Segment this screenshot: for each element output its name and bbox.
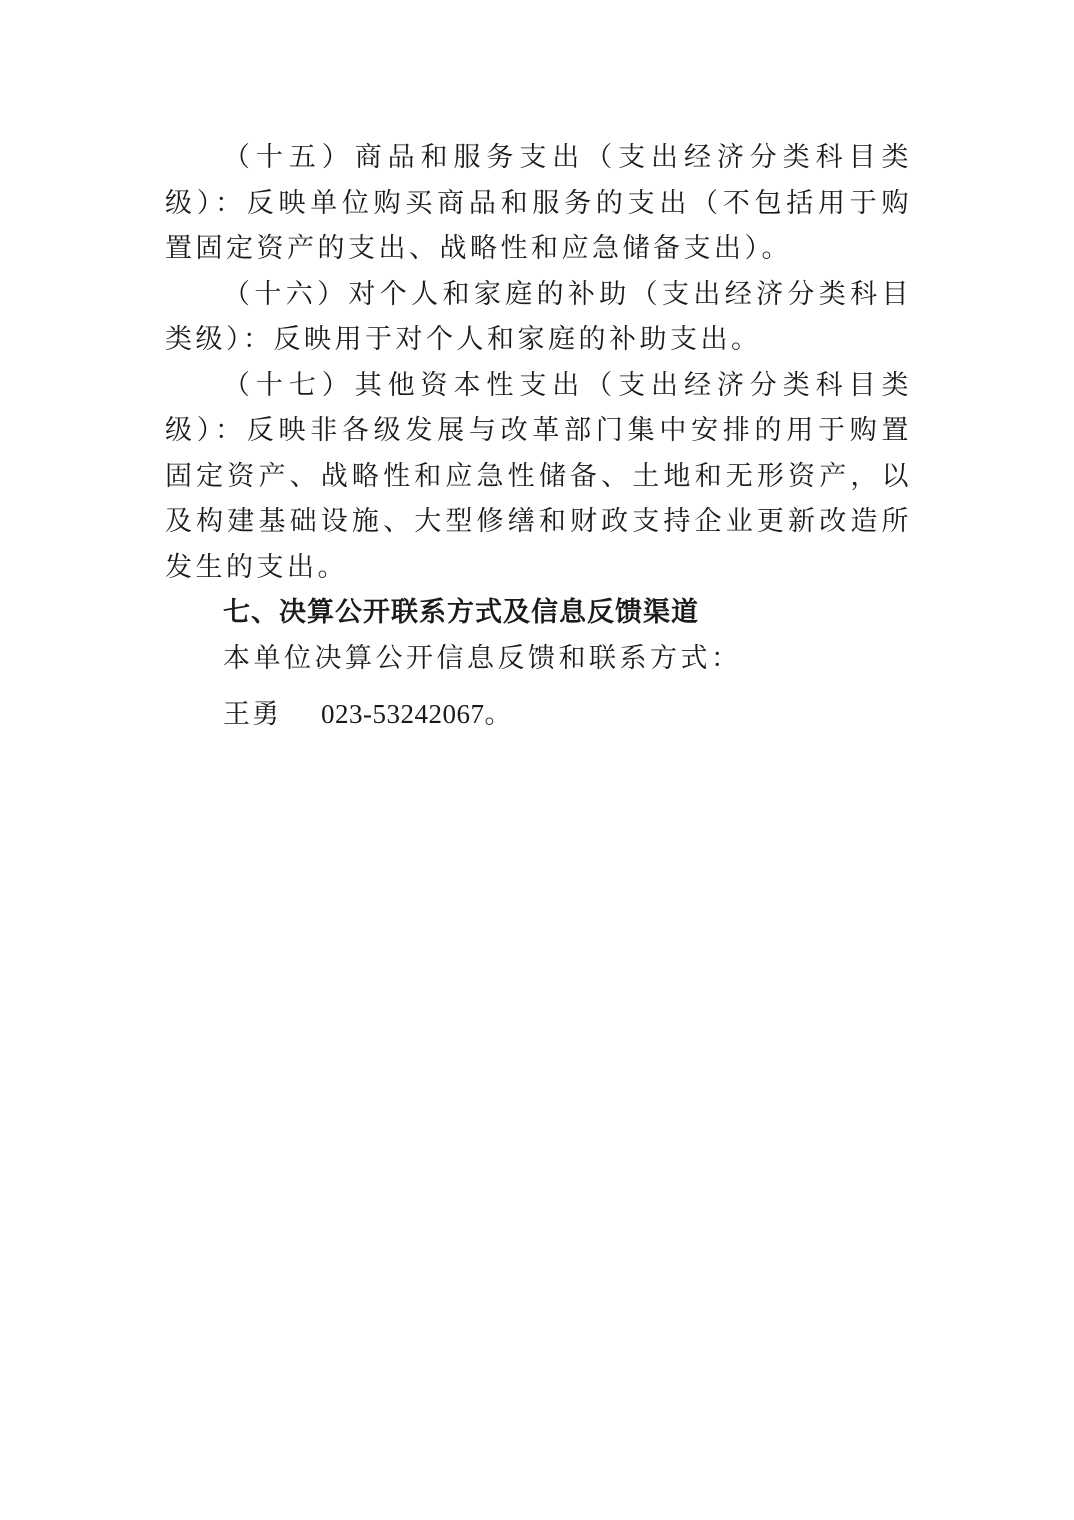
paragraph-item-15: （十五）商品和服务支出（支出经济分类科目类级）：反映单位购买商品和服务的支出（不包括用于购置固定资产的支出、战略性和应急储备支出）。 bbox=[165, 142, 912, 264]
contact-line bbox=[165, 692, 912, 738]
paragraph-item-17: （十七）其他资本性支出（支出经济分类科目类级）：反映非各级发展与改革部门集中安排的用于购置固定资产、战略性和应急性储备、土地和无形资产，以及构建基础设施、大型修缮和财政支持企业更新改造所发生的支出。 bbox=[165, 369, 912, 583]
contact-phone: 023-53242067。 bbox=[321, 699, 512, 729]
contact-intro: 本单位决算公开信息反馈和联系方式： bbox=[223, 642, 742, 674]
contact-name: 王勇 bbox=[223, 699, 281, 730]
section-heading: 七、决算公开联系方式及信息反馈渠道 bbox=[223, 597, 699, 628]
document-body bbox=[165, 135, 912, 738]
paragraph-item-16: （十六）对个人和家庭的补助（支出经济分类科目类级）：反映用于对个人和家庭的补助支出。 bbox=[165, 278, 912, 355]
